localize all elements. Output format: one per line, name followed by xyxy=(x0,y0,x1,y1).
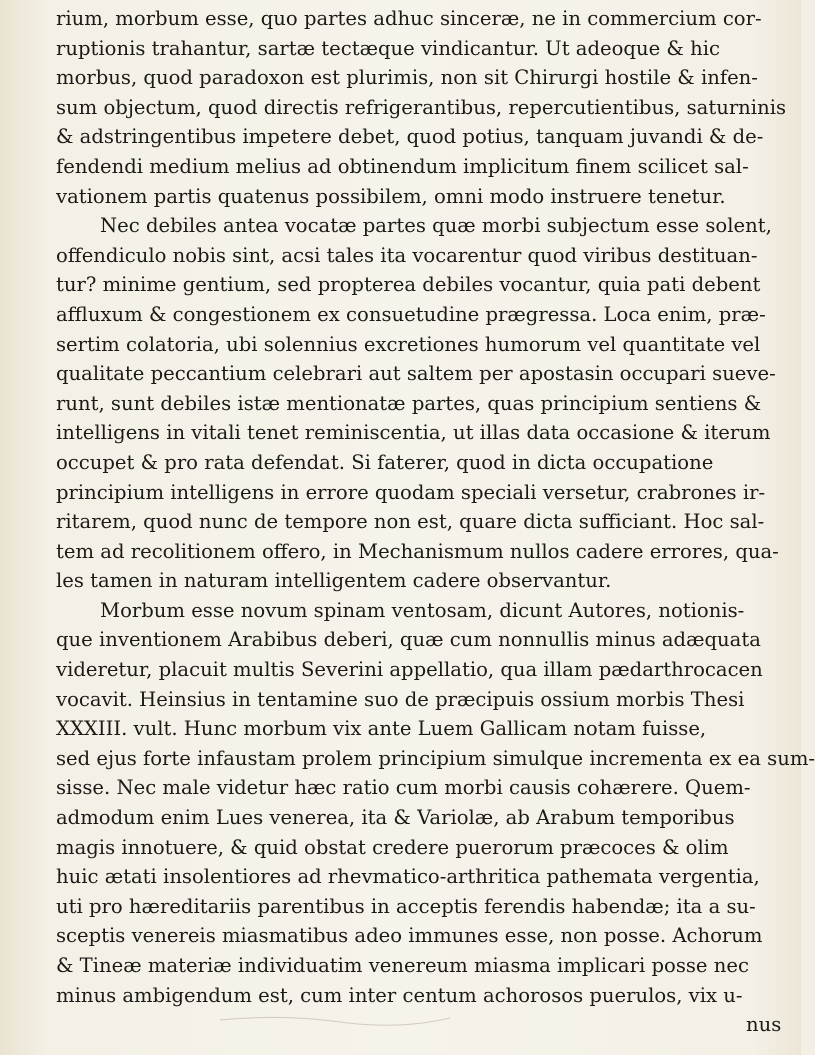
text-line: vocavit. Heinsius in tentamine suo de præcipuis ossium morbis Thesi xyxy=(56,687,745,711)
text-line: tur? minime gentium, sed propterea debiles vocantur, quia pati debent xyxy=(56,273,761,297)
text-line: Morbum esse novum spinam ventosam, dicunt Autores, notionis- xyxy=(100,598,745,622)
text-line: admodum enim Lues venerea, ita & Variolæ, ab Arabum temporibus xyxy=(56,806,735,830)
text-line: tem ad recolitionem offero, in Mechanismum nullos cadere errores, qua- xyxy=(56,539,779,563)
text-line: videretur, placuit multis Severini appellatio, qua illam pædarthrocacen xyxy=(56,658,763,682)
text-line: & adstringentibus impetere debet, quod potius, tanquam juvandi & de- xyxy=(56,125,764,149)
page-text xyxy=(56,4,815,1040)
text-line: vationem partis quatenus possibilem, omni modo instruere tenetur. xyxy=(56,184,726,208)
text-line: qualitate peccantium celebrari aut saltem per apostasin occupari sueve- xyxy=(56,362,776,386)
text-line: XXXIII. vult. Hunc morbum vix ante Luem Gallicam notam fuisse, xyxy=(56,717,707,741)
catchword: nus xyxy=(746,1013,782,1037)
text-line: sceptis venereis miasmatibus adeo immunes esse, non posse. Achorum xyxy=(56,924,763,948)
text-line: minus ambigendum est, cum inter centum achorosos puerulos, vix u- xyxy=(56,983,743,1007)
text-line: Nec debiles antea vocatæ partes quæ morbi subjectum esse solent, xyxy=(100,214,772,238)
paragraph-2 xyxy=(56,211,779,596)
paragraph-3 xyxy=(56,596,815,1010)
text-line: ritarem, quod nunc de tempore non est, quare dicta sufficiant. Hoc sal- xyxy=(56,510,765,534)
text-line: intelligens in vitali tenet reminiscentia, ut illas data occasione & iterum xyxy=(56,421,771,445)
text-line: sed ejus forte infaustam prolem principium simulque incrementa ex ea sum- xyxy=(56,746,815,770)
paragraph-1 xyxy=(56,4,787,211)
text-line: ruptionis trahantur, sartæ tectæque vindicantur. Ut adeoque & hic xyxy=(56,36,720,60)
text-line: sisse. Nec male videtur hæc ratio cum morbi causis cohærere. Quem- xyxy=(56,776,751,800)
text-line: affluxum & congestionem ex consuetudine prægressa. Loca enim, præ- xyxy=(56,302,766,326)
text-line: sertim colatoria, ubi solennius excretiones humorum vel quantitate vel xyxy=(56,332,761,356)
text-line: magis innotuere, & quid obstat credere puerorum præcoces & olim xyxy=(56,835,729,859)
text-line: morbus, quod paradoxon est plurimis, non sit Chirurgi hostile & infen- xyxy=(56,66,758,90)
text-line: que inventionem Arabibus deberi, quæ cum nonnullis minus adæquata xyxy=(56,628,761,652)
text-line: principium intelligens in errore quodam speciali versetur, crabrones ir- xyxy=(56,480,766,504)
text-line: & Tineæ materiæ individuatim venereum miasma implicari posse nec xyxy=(56,954,749,977)
text-line: offendiculo nobis sint, acsi tales ita vocarentur quod viribus destituan- xyxy=(56,243,758,267)
text-line: uti pro hæreditariis parentibus in acceptis ferendis habendæ; ita a su- xyxy=(56,894,756,918)
text-line: rium, morbum esse, quo partes adhuc sinceræ, ne in commercium cor- xyxy=(56,7,762,30)
text-line: huic ætati insolentiores ad rhevmatico-arthritica pathemata vergentia, xyxy=(56,865,760,889)
text-line: fendendi medium melius ad obtinendum implicitum finem scilicet sal- xyxy=(56,154,749,178)
text-line: occupet & pro rata defendat. Si faterer, quod in dicta occupatione xyxy=(56,450,714,474)
text-line: les tamen in naturam intelligentem cadere observantur. xyxy=(56,569,612,593)
text-line: runt, sunt debiles istæ mentionatæ partes, quas principium sentiens & xyxy=(56,391,762,415)
text-line: sum objectum, quod directis refrigerantibus, repercutientibus, saturninis xyxy=(56,95,787,119)
ink-smudge xyxy=(200,1000,460,1040)
